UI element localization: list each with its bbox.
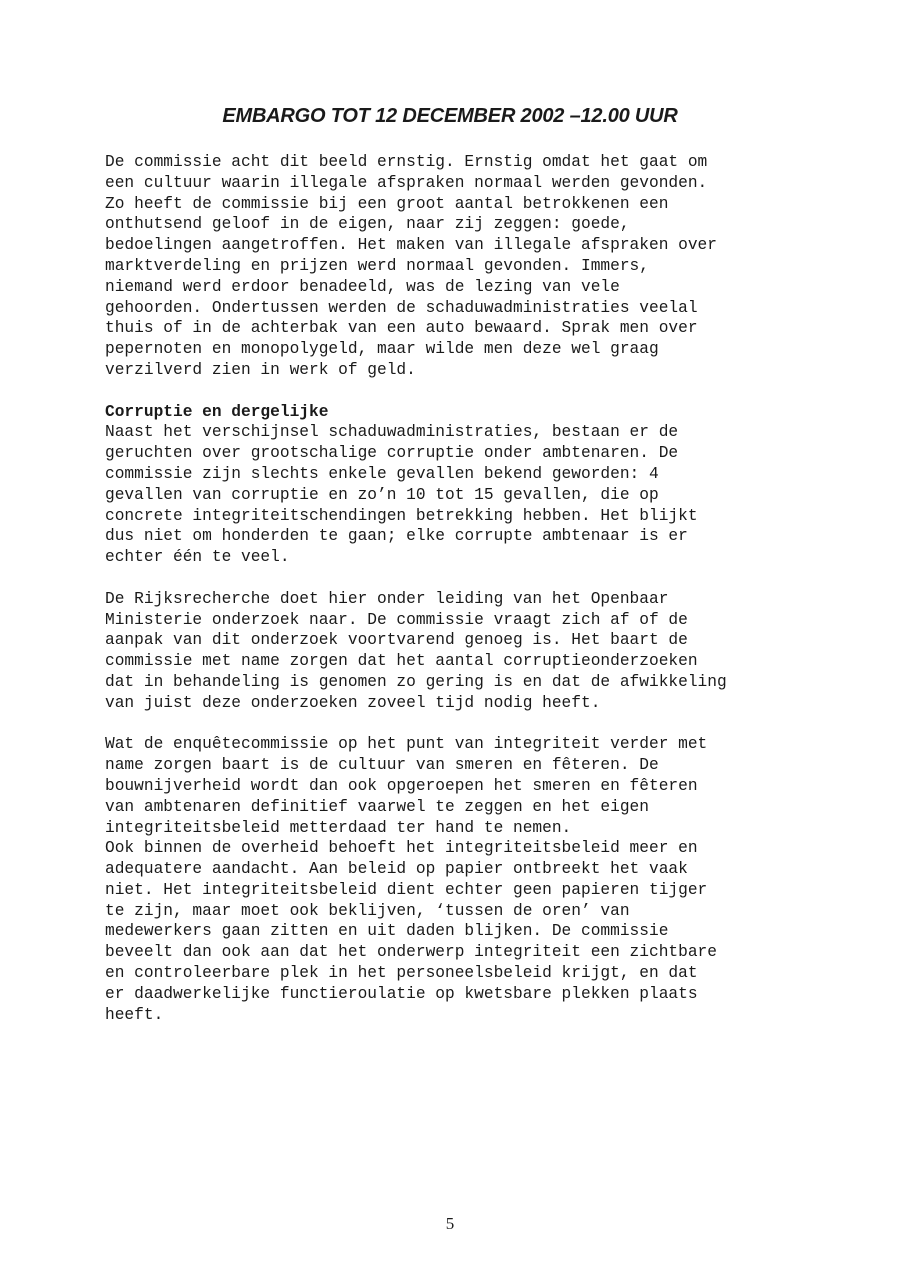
section-heading-corruptie: Corruptie en dergelijke	[105, 402, 329, 421]
paragraph-spacer	[105, 381, 825, 402]
paragraph-rijksrecherche: De Rijksrecherche doet hier onder leiding van het Openbaar Ministerie onderzoek naar. De commissie vraagt zich af of de aanpak van dit onderzoek voortvarend genoeg is. Het baart de commissie met name zorgen dat het aantal corruptieonderzoeken dat in behandeling is genomen zo gering is en dat de afwikkeling van juist deze onderzoeken zoveel tijd nodig heeft.	[105, 589, 727, 712]
document-body	[105, 152, 825, 1025]
paragraph-spacer	[105, 714, 825, 735]
paragraph-integrity-policy: Ook binnen de overheid behoeft het integriteitsbeleid meer en adequatere aandacht. Aan beleid op papier ontbreekt het vaak niet. Het integriteitsbeleid dient echter geen papieren tijger te zijn, maar moet ook beklijven, ‘tussen de oren’ van medewerkers gaan zitten en uit daden blijken. De commissie beveelt dan ook aan dat het onderwerp integriteit een zichtbare en controleerbare plek in het personeelsbeleid krijgt, en dat er daadwerkelijke functieroulatie op kwetsbare plekken plaats heeft.	[105, 839, 717, 1024]
paragraph-culture: De commissie acht dit beeld ernstig. Ernstig omdat het gaat om een cultuur waarin illegale afspraken normaal werden gevonden. Zo heeft de commissie bij een groot aantal betrokkenen een onthutsend geloof in de eigen, naar zij zeggen: goede, bedoelingen aangetroffen. Het maken van illegale afspraken over marktverdeling en prijzen werd normaal gevonden. Immers, niemand werd erdoor benadeeld, was de lezing van vele gehoorden. Ondertussen werden de schaduwadministraties veelal thuis of in de achterbak van een auto bewaard. Sprak men over pepernoten en monopolygeld, maar wilde men deze wel graag verzilverd zien in werk of geld.	[105, 153, 717, 379]
page-number: 5	[445, 1214, 455, 1233]
paragraph-corruption-rumours: Naast het verschijnsel schaduwadministraties, bestaan er de geruchten over grootschalige corruptie onder ambtenaren. De commissie zijn slechts enkele gevallen bekend geworden: 4 gevallen van corruptie en zo’n 10 tot 15 gevallen, die op concrete integriteitschendingen betrekking hebben. Het blijkt dus niet om honderden te gaan; elke corrupte ambtenaar is er echter één te veel.	[105, 423, 698, 567]
paragraph-smeren-feteren: Wat de enquêtecommissie op het punt van integriteit verder met name zorgen baart is de cultuur van smeren en fêteren. De bouwnijverheid wordt dan ook opgeroepen het smeren en fêteren van ambtenaren definitief vaarwel te zeggen en het eigen integriteitsbeleid metterdaad ter hand te nemen.	[105, 735, 708, 837]
embargo-header: EMBARGO TOT 12 DECEMBER 2002 –12.00 UUR	[222, 105, 678, 127]
paragraph-spacer	[105, 568, 825, 589]
